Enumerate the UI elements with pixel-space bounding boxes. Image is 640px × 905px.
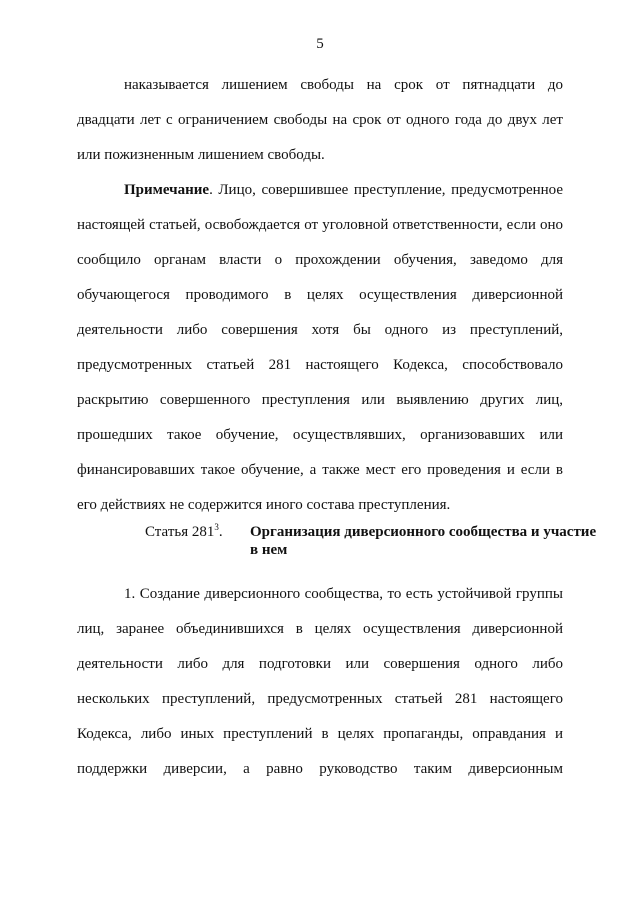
article-label-suffix: . bbox=[218, 524, 223, 540]
note-line: его действиях не содержится иного состава преступления. bbox=[77, 497, 451, 513]
note-line: сообщило органам власти о прохождении обучения, заведомо для bbox=[77, 252, 563, 268]
paragraph-line: двадцати лет с ограничением свободы на срок от одного года до двух лет bbox=[77, 112, 563, 128]
article-title-line-2: в нем bbox=[250, 542, 288, 558]
paragraph-line: 1. Создание диверсионного сообщества, то есть устойчивой группы bbox=[124, 586, 563, 602]
paragraph-line: лиц, заранее объединившихся в целях осуществления диверсионной bbox=[77, 621, 563, 637]
paragraph-line: Кодекса, либо иных преступлений в целях пропаганды, оправдания и bbox=[77, 726, 563, 742]
page-number: 5 bbox=[316, 36, 324, 52]
paragraph-line: наказывается лишением свободы на срок от пятнадцати до bbox=[124, 77, 563, 93]
article-title-line-1: Организация диверсионного сообщества и участие bbox=[250, 524, 597, 540]
note-line: раскрытию совершенного преступления или выявлению других лиц, bbox=[77, 392, 563, 408]
paragraph-line: деятельности либо для подготовки или совершения одного либо bbox=[77, 656, 563, 672]
note-line: предусмотренных статьей 281 настоящего Кодекса, способствовало bbox=[77, 357, 563, 373]
note-line: прошедших такое обучение, осуществлявших, организовавших или bbox=[77, 427, 563, 443]
note-line: финансировавших такое обучение, а также мест его проведения и если в bbox=[77, 462, 563, 478]
note-label: Примечание bbox=[124, 182, 210, 198]
note-first-line bbox=[124, 181, 563, 199]
note-first-line-text: . Лицо, совершившее преступление, предусмотренное bbox=[209, 182, 563, 198]
note-line: настоящей статьей, освобождается от уголовной ответственности, если оно bbox=[77, 217, 563, 233]
paragraph-line: нескольких преступлений, предусмотренных статьей 281 настоящего bbox=[77, 691, 563, 707]
note-line: деятельности либо совершения хотя бы одного из преступлений, bbox=[77, 322, 563, 338]
article-label bbox=[145, 523, 223, 541]
article-label-superscript: 3 bbox=[214, 522, 219, 532]
paragraph-line: или пожизненным лишением свободы. bbox=[77, 147, 325, 163]
article-label-prefix: Статья 281 bbox=[145, 524, 215, 540]
note-line: обучающегося проводимого в целях осуществления диверсионной bbox=[77, 287, 563, 303]
paragraph-line: поддержки диверсии, а равно руководство таким диверсионным bbox=[77, 761, 563, 777]
